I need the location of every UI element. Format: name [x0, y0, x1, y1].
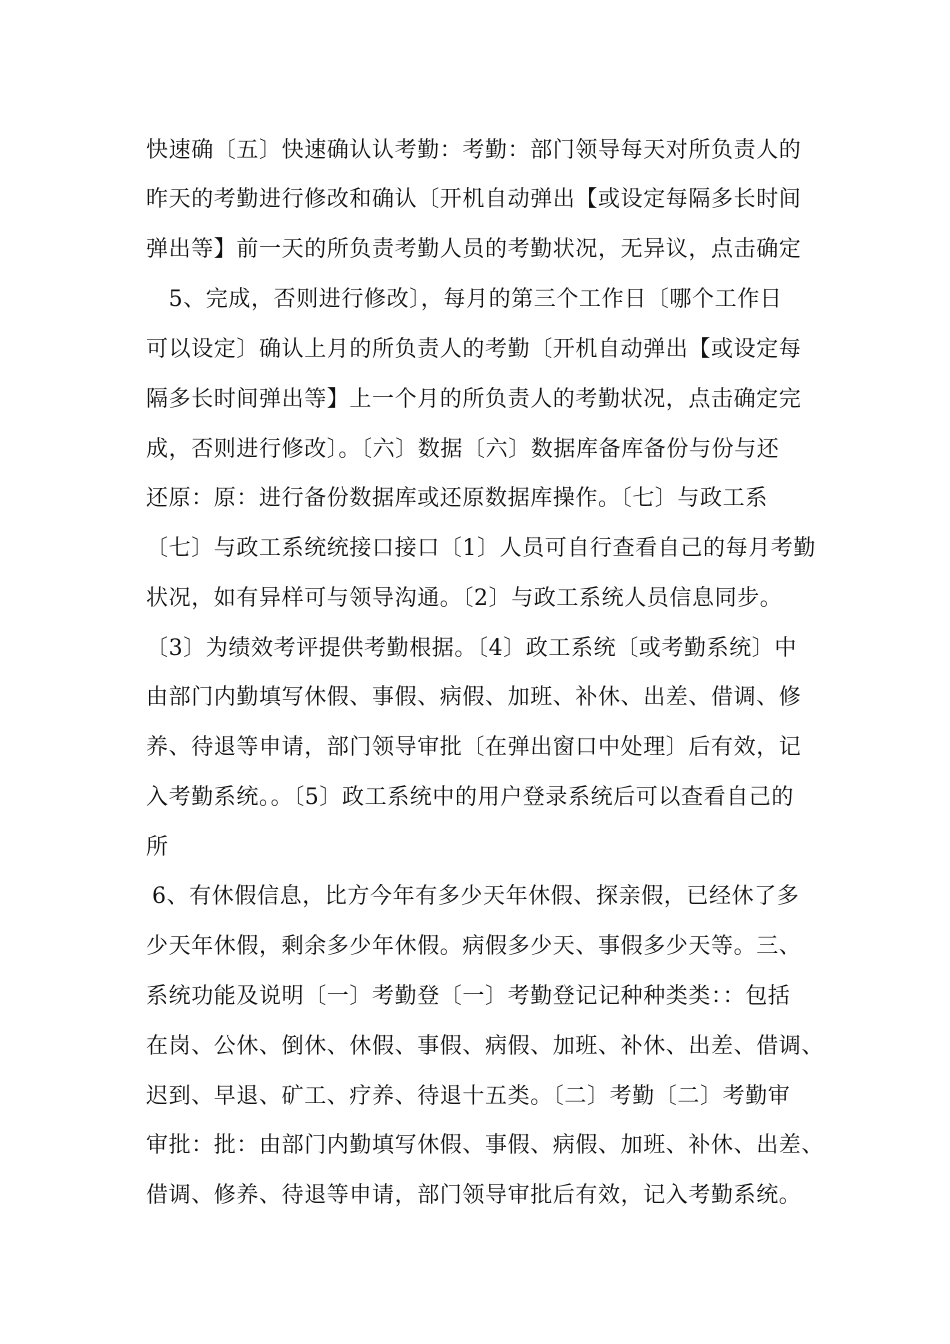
text-line: 迟到、早退、矿工、疗养、待退十五类。〔二〕考勤〔二〕考勤审 — [146, 1084, 791, 1109]
text-line: 系统功能及说明〔一〕考勤登〔一〕考勤登记记种种类类：：包括 — [146, 984, 791, 1009]
text-line: 在岗、公休、倒休、休假、事假、病假、加班、补休、出差、借调、 — [146, 1034, 825, 1059]
text-line: 养、待退等申请，部门领导审批〔在弹出窗口中处理〕后有效，记 — [146, 735, 802, 760]
text-line: 还原：原：进行备份数据库或还原数据库操作。〔七〕与政工系 — [146, 486, 768, 511]
text-line: 成，否则进行修改〕。〔六〕数据〔六〕数据库备库备份与份与还 — [146, 437, 780, 462]
text-line: 状况，如有异样可与领导沟通。〔2〕与政工系统人员信息同步。 — [146, 586, 783, 611]
text-line: 〔3〕为绩效考评提供考勤根据。〔4〕政工系统〔或考勤系统〕中 — [146, 636, 797, 661]
text-line: 所 — [146, 835, 169, 860]
text-line: 昨天的考勤进行修改和确认〔开机自动弹出【或设定每隔多长时间 — [146, 187, 802, 212]
text-line: 5、完成，否则进行修改〕，每月的第三个工作日〔哪个工作日 — [146, 287, 783, 312]
text-line: 可以设定〕确认上月的所负责人的考勤〔开机自动弹出【或设定每 — [146, 337, 802, 362]
text-line: 借调、修养、待退等申请，部门领导审批后有效，记入考勤系统。 — [146, 1183, 802, 1208]
text-line: 审批：批：由部门内勤填写休假、事假、病假、加班、补休、出差、 — [146, 1133, 825, 1158]
text-line: 由部门内勤填写休假、事假、病假、加班、补休、出差、借调、修 — [146, 685, 802, 710]
text-line: 〔七〕与政工系统统接口接口〔1〕人员可自行查看自己的每月考勤 — [146, 536, 816, 561]
text-line: 隔多长时间弹出等】上一个月的所负责人的考勤状况，点击确定完 — [146, 387, 802, 412]
text-line: 弹出等】前一天的所负责考勤人员的考勤状况，无异议，点击确定 — [146, 237, 802, 262]
text-line: 入考勤系统。。〔5〕政工系统中的用户登录系统后可以查看自己的 — [146, 785, 794, 810]
text-line: 少天年休假，剩余多少年休假。病假多少天、事假多少天等。三、 — [146, 934, 802, 959]
text-line: 快速确〔五〕快速确认认考勤：考勤：部门领导每天对所负责人的 — [146, 138, 802, 163]
text-line: 6、有休假信息，比方今年有多少天年休假、探亲假，已经休了多 — [152, 884, 800, 909]
